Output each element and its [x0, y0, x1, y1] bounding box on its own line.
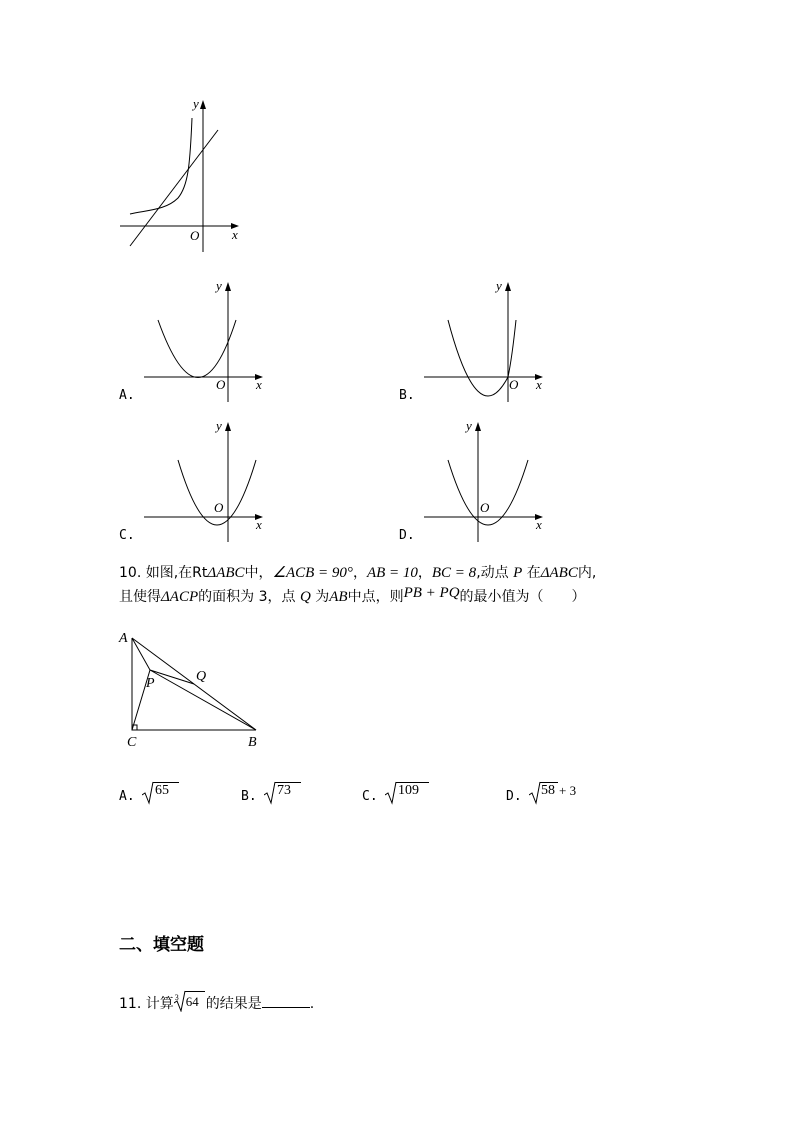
y-axis-label: y [496, 278, 502, 293]
option-b-label[interactable]: B. [399, 388, 415, 403]
q11-line [119, 990, 314, 1015]
option-c-label[interactable]: C. [119, 528, 135, 543]
q10-triangle-figure [114, 626, 274, 752]
exponential-curve [130, 118, 192, 214]
q10-line2 [119, 586, 586, 608]
option-d-graph [420, 418, 550, 546]
origin-label: O [216, 377, 226, 392]
answer-blank[interactable] [262, 993, 310, 1008]
option-a-graph [140, 278, 270, 406]
radicand: 109 [398, 783, 419, 798]
q10-text: ， [352, 565, 367, 581]
straight-line [130, 130, 218, 246]
option-c-graph [140, 418, 270, 546]
point-q-label: Q [196, 669, 207, 684]
origin-label: O [509, 377, 519, 392]
y-axis-arrow-icon [225, 422, 231, 431]
q10-math: P [513, 565, 523, 581]
parabola [178, 460, 256, 525]
section-title: 二、填空题 [119, 935, 204, 955]
origin-label: O [480, 500, 490, 515]
q10-option-b-value[interactable] [264, 781, 304, 805]
q10-line1 [119, 562, 596, 584]
suffix: + 3 [559, 783, 577, 798]
q10-option-c-value[interactable] [385, 781, 431, 805]
y-axis-arrow-icon [225, 282, 231, 291]
radicand: 73 [277, 783, 291, 798]
option-a-label[interactable]: A. [119, 388, 135, 403]
sqrt-icon [142, 781, 154, 805]
q10-math: AB [329, 589, 348, 605]
q10-math: ΔABC [540, 565, 578, 581]
q11-text: 的结果是 [205, 996, 262, 1012]
q10-text: 中点，则 [347, 589, 404, 605]
origin-label: O [214, 500, 224, 515]
x-axis-label: x [536, 377, 542, 392]
y-axis-label: y [466, 418, 472, 433]
option-d-label[interactable]: D. [399, 528, 415, 543]
sqrt-icon [385, 781, 397, 805]
x-axis-label: x [256, 377, 262, 392]
q10-math: PB + PQ [403, 585, 460, 601]
q11-end: . [309, 996, 315, 1012]
q10-text: 如图,在Rt [145, 565, 208, 581]
q10-option-b-label[interactable]: B. [241, 789, 257, 804]
q10-text: ， [417, 565, 432, 581]
vertex-c-label: C [127, 735, 137, 750]
q10-text: ,动点 [476, 565, 514, 581]
q10-text: 的面积为 3，点 [198, 589, 300, 605]
option-b-graph [420, 278, 550, 406]
root-index: 3 [174, 993, 179, 1002]
q11-text: 计算 [145, 996, 174, 1012]
y-axis-label: y [216, 418, 222, 433]
radicand: 64 [185, 994, 199, 1009]
reference-graph [118, 96, 248, 256]
q10-math: BC = 8 [431, 565, 477, 581]
q11-number: 11. [119, 996, 142, 1012]
parabola [448, 460, 528, 525]
q10-text: 的最小值为（ ） [459, 589, 586, 605]
q10-option-a-value[interactable] [142, 781, 182, 805]
q10-option-a-label[interactable]: A. [119, 789, 135, 804]
vertex-a-label: A [119, 631, 128, 646]
parabola [448, 320, 516, 396]
y-axis-arrow-icon [505, 282, 511, 291]
y-axis-arrow-icon [200, 100, 206, 109]
parabola [158, 320, 236, 378]
y-axis-label: y [193, 96, 199, 111]
segment-ap [132, 638, 150, 670]
q10-math: Q [299, 589, 311, 605]
q10-math: ΔABC [207, 565, 245, 581]
x-axis-label: x [232, 227, 238, 242]
sqrt-icon [174, 990, 186, 1012]
point-p-label: P [146, 676, 155, 691]
q10-option-d-value[interactable] [529, 781, 593, 805]
sqrt-icon [529, 781, 541, 805]
origin-label: O [190, 228, 200, 243]
radicand: 58 [541, 783, 555, 798]
q10-option-d-label[interactable]: D. [506, 789, 522, 804]
q10-text: 且使得 [119, 589, 161, 605]
y-axis-arrow-icon [475, 422, 481, 431]
q10-text: 中， [244, 565, 273, 581]
sqrt-icon [264, 781, 276, 805]
q10-math: ΔACP [161, 589, 199, 605]
q10-math: ∠ACB = 90° [272, 565, 353, 581]
q10-text: 在 [522, 565, 541, 581]
q10-number: 10. [119, 565, 142, 581]
x-axis-label: x [256, 517, 262, 532]
q10-text: 为 [310, 589, 330, 605]
x-axis-label: x [536, 517, 542, 532]
vertex-b-label: B [248, 735, 257, 750]
q10-option-c-label[interactable]: C. [362, 789, 378, 804]
radicand: 65 [155, 783, 169, 798]
y-axis-label: y [216, 278, 222, 293]
q10-text: 内, [577, 565, 597, 581]
cube-root [174, 990, 206, 1012]
q10-math: AB = 10 [366, 565, 418, 581]
